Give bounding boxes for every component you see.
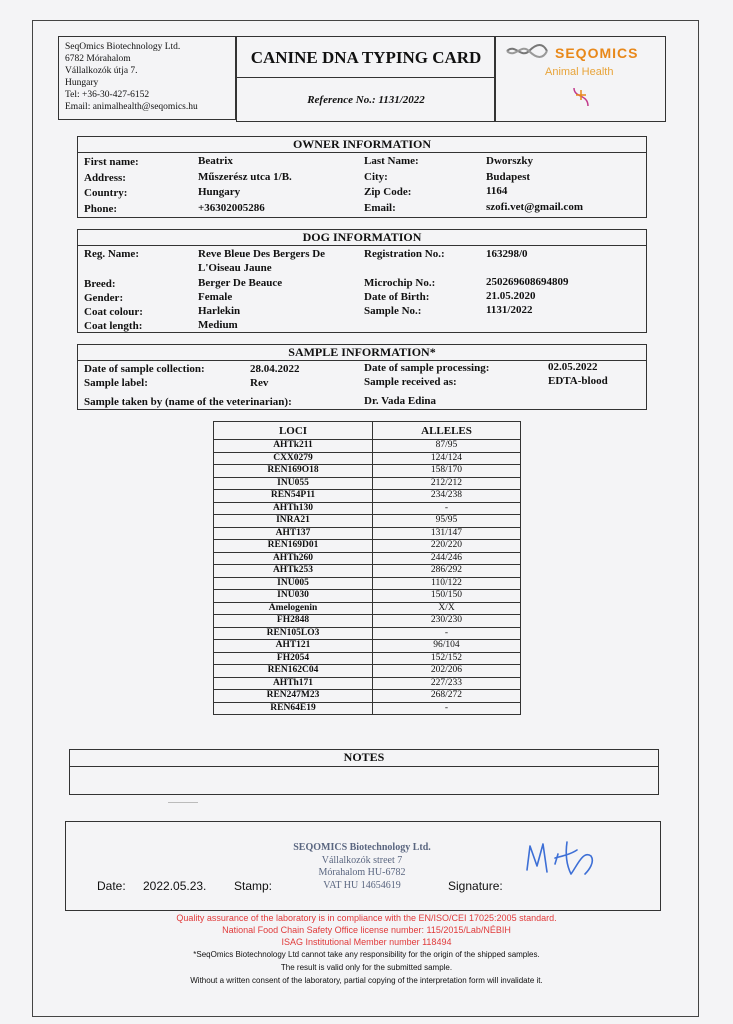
allele-cell: 268/272 [373,690,521,703]
isag-notice: ISAG Institutional Member number 118494 [281,937,452,947]
copying-notice: Without a written consent of the laboratory, partial copying of the interpretation form will invalidate it. [190,976,543,985]
table-row [214,515,521,528]
coat-length-value: Medium [198,319,238,331]
reg-name-label: Reg. Name: [84,248,139,260]
responsibility-notice: *SeqOmics Biotechnology Ltd cannot take any responsibility for the origin of the shipped samples. [193,950,540,959]
company-stamp [278,842,446,892]
zip-value: 1164 [486,185,508,197]
dog-section-title: DOG INFORMATION [78,230,646,246]
locus-cell: AHTh171 [214,677,373,690]
city-value: Budapest [486,171,531,183]
dob-label: Date of Birth: [364,291,430,303]
allele-cell: 110/122 [373,577,521,590]
allele-cell: 244/246 [373,552,521,565]
processing-date-label: Date of sample processing: [364,362,490,374]
table-row [214,652,521,665]
first-name-label: First name: [84,156,139,168]
table-row [214,502,521,515]
locus-cell: INU030 [214,590,373,603]
reg-name-value-line2: L'Oiseau Jaune [198,262,272,274]
allele-cell: 230/230 [373,615,521,628]
allele-cell: 152/152 [373,652,521,665]
table-row [214,590,521,603]
table-row [214,665,521,678]
date-label: Date: [97,879,126,893]
company-name: SeqOmics Biotechnology Ltd. [65,42,181,52]
received-as-label: Sample received as: [364,376,457,388]
allele-cell: 220/220 [373,540,521,553]
owner-section-title: OWNER INFORMATION [78,137,646,153]
stamp-label: Stamp: [234,879,273,893]
license-notice: National Food Chain Safety Office license number: 115/2015/Lab/NÉBIH [222,925,511,935]
company-address-block [58,36,236,120]
table-row [214,465,521,478]
allele-cell: 131/147 [373,527,521,540]
gender-value: Female [198,291,233,303]
reference-number: Reference No.: 1131/2022 [307,94,425,106]
table-row [214,615,521,628]
table-row [214,540,521,553]
locus-cell: REN162C04 [214,665,373,678]
stamp-company: SEQOMICS Biotechnology Ltd. [293,842,431,853]
brand-logo-text: SEQOMICS [555,45,639,61]
locus-cell: Amelogenin [214,602,373,615]
last-name-label: Last Name: [364,155,419,167]
reg-name-value-line1: Reve Bleue Des Bergers De [198,248,326,260]
locus-cell: REN247M23 [214,690,373,703]
locus-cell: REN169D01 [214,540,373,553]
registration-value: 163298/0 [486,248,528,260]
table-row [214,690,521,703]
microchip-value: 250269608694809 [486,276,569,288]
locus-cell: AHT121 [214,640,373,653]
sample-section-title: SAMPLE INFORMATION* [78,345,646,361]
allele-cell: 150/150 [373,590,521,603]
table-row [214,527,521,540]
allele-cell: - [373,702,521,715]
table-row [214,677,521,690]
city-label: City: [364,171,388,183]
locus-cell: INU055 [214,477,373,490]
locus-cell: REN105LO3 [214,627,373,640]
allele-cell: - [373,502,521,515]
stamp-city: Mórahalom HU-6782 [318,867,406,878]
phone-label: Phone: [84,203,117,215]
brand-subtitle: Animal Health [545,66,614,78]
allele-cell: 87/95 [373,440,521,453]
zip-label: Zip Code: [364,186,412,198]
allele-cell: 234/238 [373,490,521,503]
allele-cell: 124/124 [373,452,521,465]
country-value: Hungary [198,186,241,198]
table-row [214,490,521,503]
allele-cell: 96/104 [373,640,521,653]
company-city: 6782 Mórahalom [65,54,131,64]
locus-cell: REN169O18 [214,465,373,478]
locus-cell: AHTh260 [214,552,373,565]
locus-cell: INRA21 [214,515,373,528]
card-title: CANINE DNA TYPING CARD [250,48,482,67]
card-title-block [236,36,496,122]
table-row [214,702,521,715]
company-street: Vállalkozók útja 7. [65,66,138,76]
coat-colour-label: Coat colour: [84,306,143,318]
locus-cell: INU005 [214,577,373,590]
microchip-label: Microchip No.: [364,277,436,289]
address-value: Műszerész utca 1/B. [198,171,292,183]
company-email: Email: animalhealth@seqomics.hu [65,102,198,112]
table-row [214,602,521,615]
coat-colour-value: Harlekin [198,305,241,317]
loci-alleles-table [213,421,521,715]
coat-length-label: Coat length: [84,320,143,332]
footer-box [65,821,661,911]
registration-label: Registration No.: [364,248,445,260]
divider [168,802,198,803]
signature-label: Signature: [448,879,503,893]
allele-cell: - [373,627,521,640]
dog-information-section [77,229,647,333]
locus-cell: REN54P11 [214,490,373,503]
taken-by-value: Dr. Vada Edina [364,395,437,407]
processing-date-value: 02.05.2022 [548,361,598,373]
loci-header: LOCI [214,422,373,440]
collection-date-value: 28.04.2022 [250,363,300,375]
notes-section [69,749,659,795]
email-value: szofi.vet@gmail.com [486,201,583,213]
last-name-value: Dworszky [486,155,534,167]
taken-by-label: Sample taken by (name of the veterinarian): [84,396,292,408]
table-row [214,452,521,465]
animal-health-icon [570,84,592,110]
table-row [214,627,521,640]
first-name-value: Beatrix [198,155,233,167]
company-country: Hungary [65,78,99,88]
alleles-header: ALLELES [373,422,521,440]
breed-label: Breed: [84,278,116,290]
table-row [214,552,521,565]
locus-cell: FH2848 [214,615,373,628]
locus-cell: REN64E19 [214,702,373,715]
stamp-vat: VAT HU 14654619 [323,879,401,891]
sample-information-section [77,344,647,410]
validity-notice: The result is valid only for the submitted sample. [280,963,453,972]
allele-cell: 202/206 [373,665,521,678]
notes-title: NOTES [70,750,658,767]
sample-label-label: Sample label: [84,377,148,389]
allele-cell: 158/170 [373,465,521,478]
owner-information-section [77,136,647,218]
table-row [214,577,521,590]
legal-notice [40,912,693,987]
phone-value: +36302005286 [198,202,265,214]
collection-date-label: Date of sample collection: [84,363,205,375]
allele-cell: 227/233 [373,677,521,690]
table-header-row [214,422,521,440]
locus-cell: AHTh130 [214,502,373,515]
locus-cell: FH2054 [214,652,373,665]
handwritten-signature [521,836,611,882]
table-row [214,477,521,490]
stamp-street: Vállalkozók street 7 [321,854,403,866]
dna-helix-icon [505,43,549,59]
locus-cell: AHTk253 [214,565,373,578]
sample-label-value: Rev [250,377,269,389]
company-phone: Tel: +36-30-427-6152 [65,90,150,100]
locus-cell: CXX0279 [214,452,373,465]
email-label: Email: [364,202,396,214]
allele-cell: 286/292 [373,565,521,578]
dob-value: 21.05.2020 [486,290,536,302]
qa-notice: Quality assurance of the laboratory is in compliance with the EN/ISO/CEI 17025:2005 standard. [176,913,557,923]
locus-cell: AHT137 [214,527,373,540]
breed-value: Berger De Beauce [198,277,283,289]
country-label: Country: [84,187,128,199]
allele-cell: X/X [373,602,521,615]
gender-label: Gender: [84,292,124,304]
allele-cell: 95/95 [373,515,521,528]
address-label: Address: [84,172,126,184]
sample-no-value: 1131/2022 [486,304,533,316]
table-row [214,640,521,653]
received-as-value: EDTA-blood [548,375,608,387]
allele-cell: 212/212 [373,477,521,490]
sample-no-label: Sample No.: [364,305,422,317]
table-row [214,565,521,578]
logo-block [494,36,666,122]
date-value: 2022.05.23. [143,879,207,893]
locus-cell: AHTk211 [214,440,373,453]
table-row [214,440,521,453]
